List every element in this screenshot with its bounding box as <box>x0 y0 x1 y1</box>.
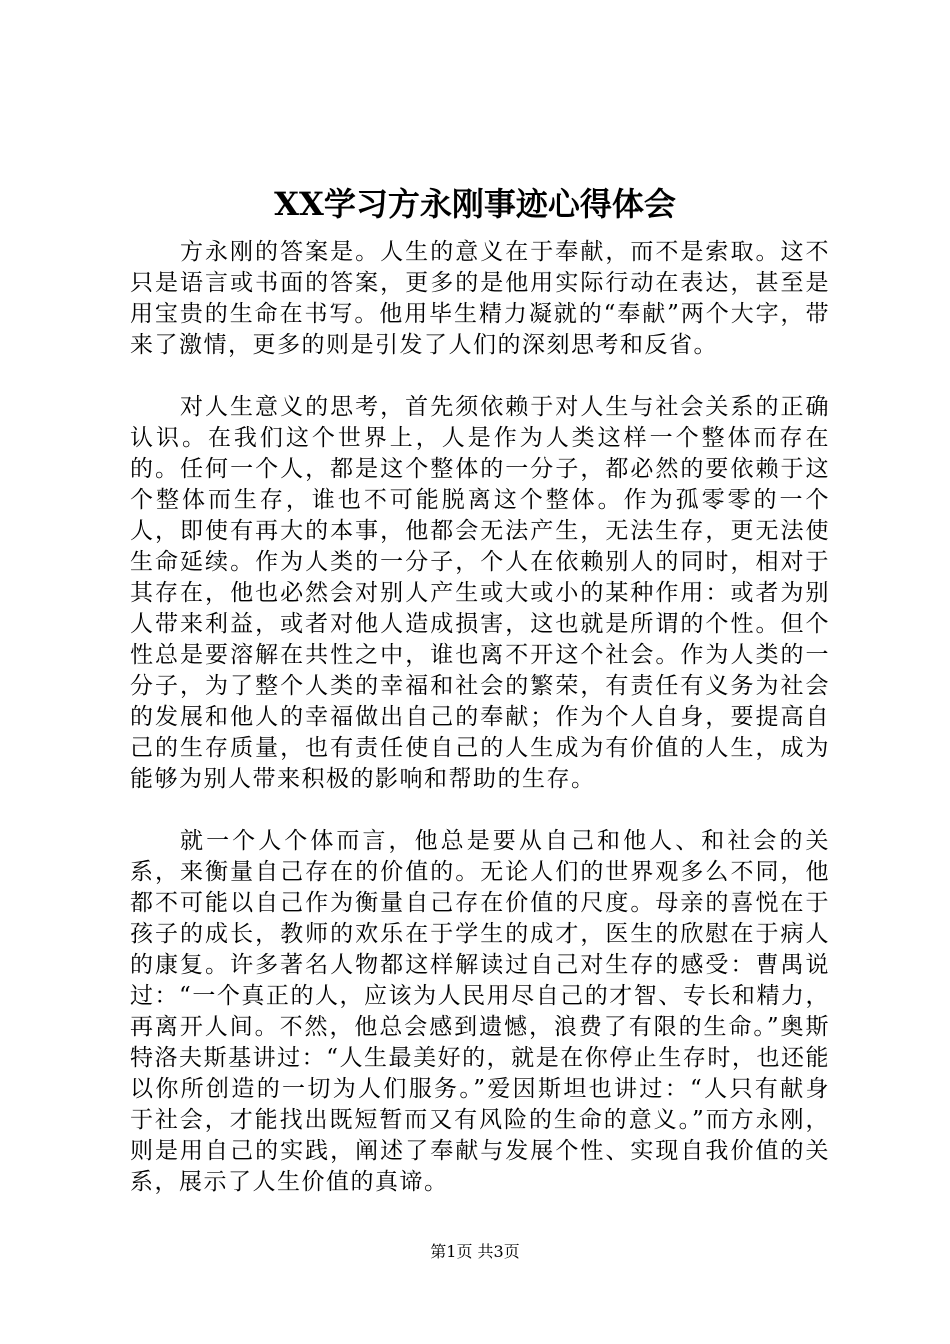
document-body <box>130 237 830 1229</box>
paragraph-2: 对人生意义的思考，首先须依赖于对人生与社会关系的正确认识。在我们这个世界上，人是作为人类这样一个整体而存在的。任何一个人，都是这个整体的一分子，都必然的要依赖于这个整体而生存，谁也不可能脱离这个整体。作为孤零零的一个人，即使有再大的本事，他都会无法产生，无法生存，更无法使生命延续。作为人类的一分子，个人在依赖别人的同时，相对于其存在，他也必然会对别人产生或大或小的某种作用：或者为别人带来利益，或者对他人造成损害，这也就是所谓的个性。但个性总是要溶解在共性之中，谁也离不开这个社会。作为人类的一分子，为了整个人类的幸福和社会的繁荣，有责任有义务为社会的发展和他人的幸福做出自己的奉献；作为个人自身，要提高自己的生存质量，也有责任使自己的人生成为有价值的人生，成为能够为别人带来积极的影响和帮助的生存。 <box>130 394 830 792</box>
document-title: XX学习方永刚事迹心得体会 <box>274 185 676 223</box>
page-footer: 第1页 共3页 <box>430 1242 520 1261</box>
paragraph-3: 就一个人个体而言，他总是要从自己和他人、和社会的关系，来衡量自己存在的价值的。无论人们的世界观多么不同，他都不可能以自己作为衡量自己存在价值的尺度。母亲的喜悦在于孩子的成长，教师的欢乐在于学生的成才，医生的欣慰在于病人的康复。许多著名人物都这样解读过自己对生存的感受：曹禺说过：“一个真正的人，应该为人民用尽自己的才智、专长和精力，再离开人间。不然，他总会感到遗憾，浪费了有限的生命。”奥斯特洛夫斯基讲过：“人生最美好的，就是在你停止生存时，也还能以你所创造的一切为人们服务。”爱因斯坦也讲过：“人只有献身于社会，才能找出既短暂而又有风险的生命的意义。”而方永刚，则是用自己的实践，阐述了奉献与发展个性、实现自我价值的关系，展示了人生价值的真谛。 <box>130 828 830 1195</box>
paragraph-1: 方永刚的答案是。人生的意义在于奉献，而不是索取。这不只是语言或书面的答案，更多的是他用实际行动在表达，甚至是用宝贵的生命在书写。他用毕生精力凝就的“奉献”两个大字，带来了激情，更多的则是引发了人们的深刻思考和反省。 <box>130 239 830 358</box>
